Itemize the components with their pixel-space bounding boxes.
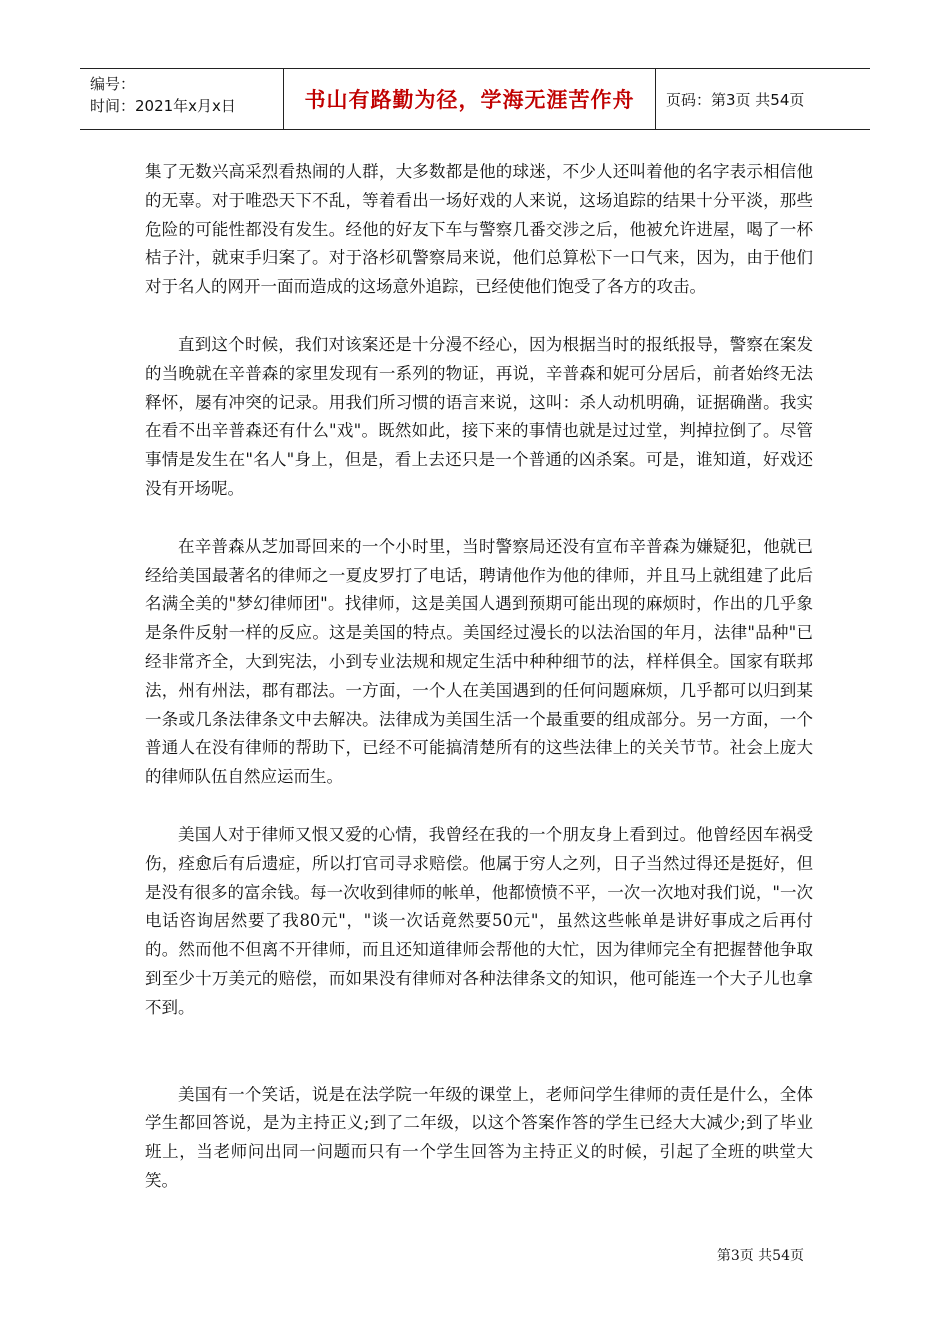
paragraph: 美国有一个笑话，说是在法学院一年级的课堂上，老师问学生律师的责任是什么，全体学生都回答说，是为主持正义;到了二年级，以这个答案作答的学生已经大大减少;到了毕业班上，当老师问出同一问题而只有一个学生回答为主持正义的时候，引起了全班的哄堂大笑。	[145, 1084, 813, 1190]
page-footer: 第3页 共54页	[716, 1248, 804, 1264]
document-number-label: 编号：	[90, 75, 136, 93]
header-meta	[80, 69, 283, 129]
paragraph: 美国人对于律师又恨又爱的心情，我曾经在我的一个朋友身上看到过。他曾经因车祸受伤，痊愈后有后遗症，所以打官司寻求赔偿。他属于穷人之列，日子当然过得还是挺好，但是没有很多的富余钱。每一次收到律师的帐单，他都愤愤不平，一次一次地对我们说，"一次电话咨询居然要了我80元"，"谈一次话竟然要50元"，虽然这些帐单是讲好事成之后再付的。然而他不但离不开律师，而且还知道律师会帮他的大忙，因为律师完全有把握替他争取到至少十万美元的赔偿，而如果没有律师对各种法律条文的知识，他可能连一个大子儿也拿不到。	[145, 824, 813, 1017]
document-time-label: 时间：2021年x月x日	[90, 97, 236, 115]
paragraph: 直到这个时候，我们对该案还是十分漫不经心，因为根据当时的报纸报导，警察在案发的当晚就在辛普森的家里发现有一系列的物证，再说，辛普森和妮可分居后，前者始终无法释怀，屡有冲突的记录。用我们所习惯的语言来说，这叫：杀人动机明确，证据确凿。我实在看不出辛普森还有什么"戏"。既然如此，接下来的事情也就是过过堂，判掉拉倒了。尽管事情是发生在"名人"身上，但是，看上去还只是一个普通的凶杀案。可是，谁知道，好戏还没有开场呢。	[145, 334, 813, 498]
document-body	[145, 158, 813, 1196]
page-header	[80, 68, 870, 130]
header-page-code: 页码：第3页 共54页	[666, 90, 805, 109]
paragraph: 在辛普森从芝加哥回来的一个小时里，当时警察局还没有宣布辛普森为嫌疑犯，他就已经给美国最著名的律师之一夏皮罗打了电话，聘请他作为他的律师，并且马上就组建了此后名满全美的"梦幻律师团"。找律师，这是美国人遇到预期可能出现的麻烦时，作出的几乎象是条件反射一样的反应。这是美国的特点。美国经过漫长的以法治国的年月，法律"品种"已经非常齐全，大到宪法，小到专业法规和规定生活中种种细节的法，样样俱全。国家有联邦法，州有州法，郡有郡法。一方面，一个人在美国遇到的任何问题麻烦，几乎都可以归到某一条或几条法律条文中去解决。法律成为美国生活一个最重要的组成部分。另一方面，一个普通人在没有律师的帮助下，已经不可能搞清楚所有的这些法律上的关关节节。社会上庞大的律师队伍自然应运而生。	[145, 536, 813, 787]
paragraph: 集了无数兴高采烈看热闹的人群，大多数都是他的球迷，不少人还叫着他的名字表示相信他的无辜。对于唯恐天下不乱，等着看出一场好戏的人来说，这场追踪的结果十分平淡，那些危险的可能性都没有发生。经他的好友下车与警察几番交涉之后，他被允许进屋，喝了一杯桔子汁，就束手归案了。对于洛杉矶警察局来说，他们总算松下一口气来，因为，由于他们对于名人的网开一面而造成的这场意外追踪，已经使他们饱受了各方的攻击。	[145, 162, 813, 297]
header-motto: 书山有路勤为径，学海无涯苦作舟	[283, 69, 656, 129]
